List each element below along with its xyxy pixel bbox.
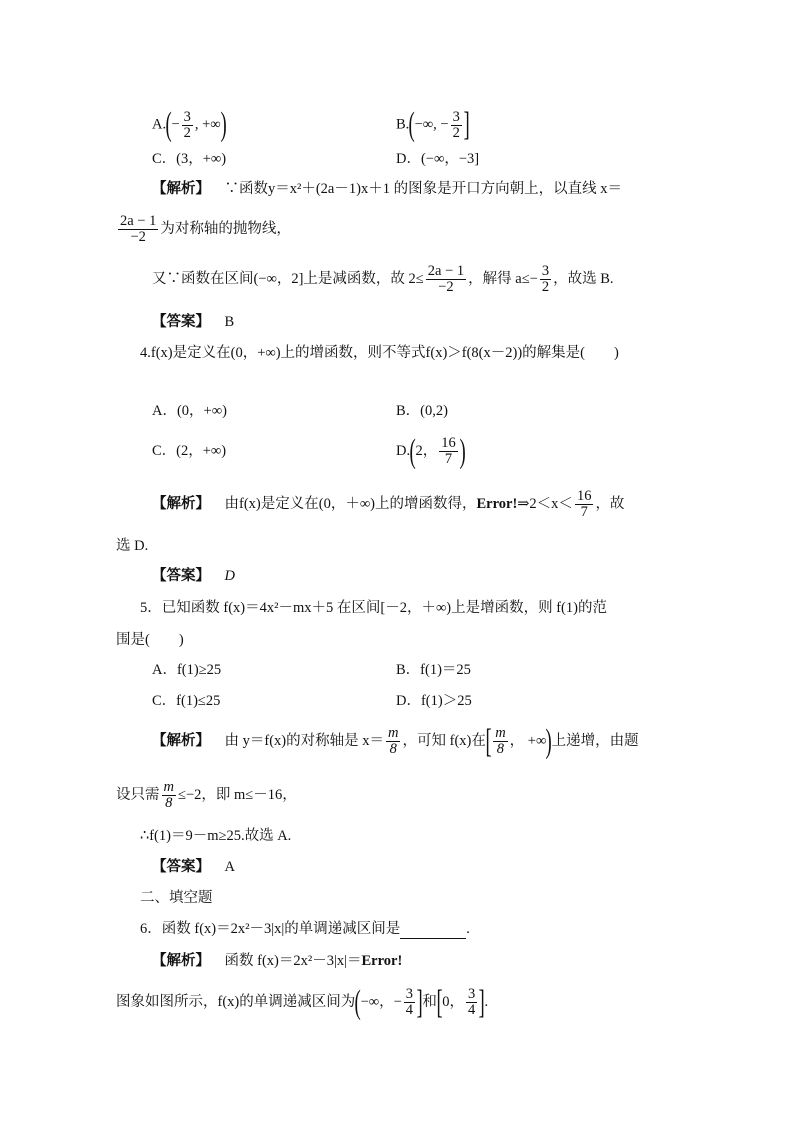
q4-solution-line-1: 【解析】 由f(x)是定义在(0，＋∞)上的增函数得，Error!⇒2＜x＜ $\frac{16}{7}$ ，故 [152,488,625,521]
answer-blank [400,924,466,939]
q5-option-d: D．f(1)＞25 [396,693,472,709]
q5-option-a: A．f(1)≥25 [152,662,222,678]
jiexi-tag: 【解析】 [152,496,210,512]
jiexi-tag: 【解析】 [152,953,210,969]
daan-tag: 【答案】 [152,568,210,584]
q5-option-c: C．f(1)≤25 [152,693,221,709]
error-text: Error! [361,953,403,969]
q3-option-c: C．(3，+∞) [152,151,227,167]
q5-option-b: B．f(1)＝25 [396,662,471,678]
q4-option-d: D.(2， $\frac{16}{7}$ ) [396,432,466,470]
q3-solution-line-3: 又∵函数在区间(−∞，2]上是减函数，故 2≤ $\frac{2a - 1}{-2}$ ，解得 a≤− $\frac{3}{2}$ ，故选 B. [152,263,614,296]
q5-answer: 【答案】 A [152,859,235,875]
q6-solution-line-2: 图象如图所示，f(x)的单调递减区间为(−∞，− $\frac{3}{4}$ ]和[0， $\frac{3}{4}$ ]. [116,983,489,1021]
q4-option-c: C．(2，+∞) [152,443,227,459]
q4-answer: 【答案】 D [152,568,235,584]
jiexi-tag: 【解析】 [152,733,210,749]
q4-solution-line-2: 选 D. [116,538,149,554]
q3-option-b: B.(−∞, − $\frac{3}{2}$ ] [396,106,470,143]
q3-answer: 【答案】 B [152,314,235,330]
error-text: Error! [476,496,518,512]
q6-stem: 6．函数 f(x)＝2x²－3|x|的单调递减区间是 . [140,921,470,937]
q3-option-a: A.(− $\frac{3}{2}$ , +∞) [152,106,227,143]
daan-tag: 【答案】 [152,314,210,330]
q5-solution-line-3: ∴f(1)＝9－m≥25.故选 A. [140,828,292,844]
section-heading: 二、填空题 [140,890,213,906]
q5-solution-line-2: 设只需 $\frac{m}{8}$ ≤−2，即 m≤－16， [116,779,297,812]
q4-stem: 4.f(x)是定义在(0，+∞)上的增函数，则不等式f(x)＞f(8(x－2))的解集是( ) [140,345,619,361]
q3-solution-line-1: 【解析】 ∵函数y＝x²＋(2a－1)x＋1 的图象是开口方向朝上，以直线 x＝ [152,181,622,197]
q4-option-b: B．(0,2) [396,403,448,419]
q5-stem-line-2: 围是( ) [116,632,184,648]
jiexi-tag: 【解析】 [152,181,210,197]
q3-solution-line-2: $\frac{2a - 1}{-2}$ 为对称轴的抛物线， [120,213,291,246]
daan-tag: 【答案】 [152,859,210,875]
q5-solution-line-1: 【解析】 由 y＝f(x)的对称轴是 x＝ $\frac{m}{8}$ ，可知 f(x)在[ $\frac{m}{8}$ ， +∞)上递增，由题 [152,722,639,760]
q3-option-d: D．(−∞，−3] [396,151,480,167]
q5-stem-line-1: 5．已知函数 f(x)＝4x²－mx＋5 在区间[－2，＋∞)上是增函数，则 f(1)的范 [140,600,607,616]
q4-option-a: A．(0，+∞) [152,403,227,419]
q6-solution-line-1: 【解析】 函数 f(x)＝2x²－3|x|＝Error! [152,953,403,969]
